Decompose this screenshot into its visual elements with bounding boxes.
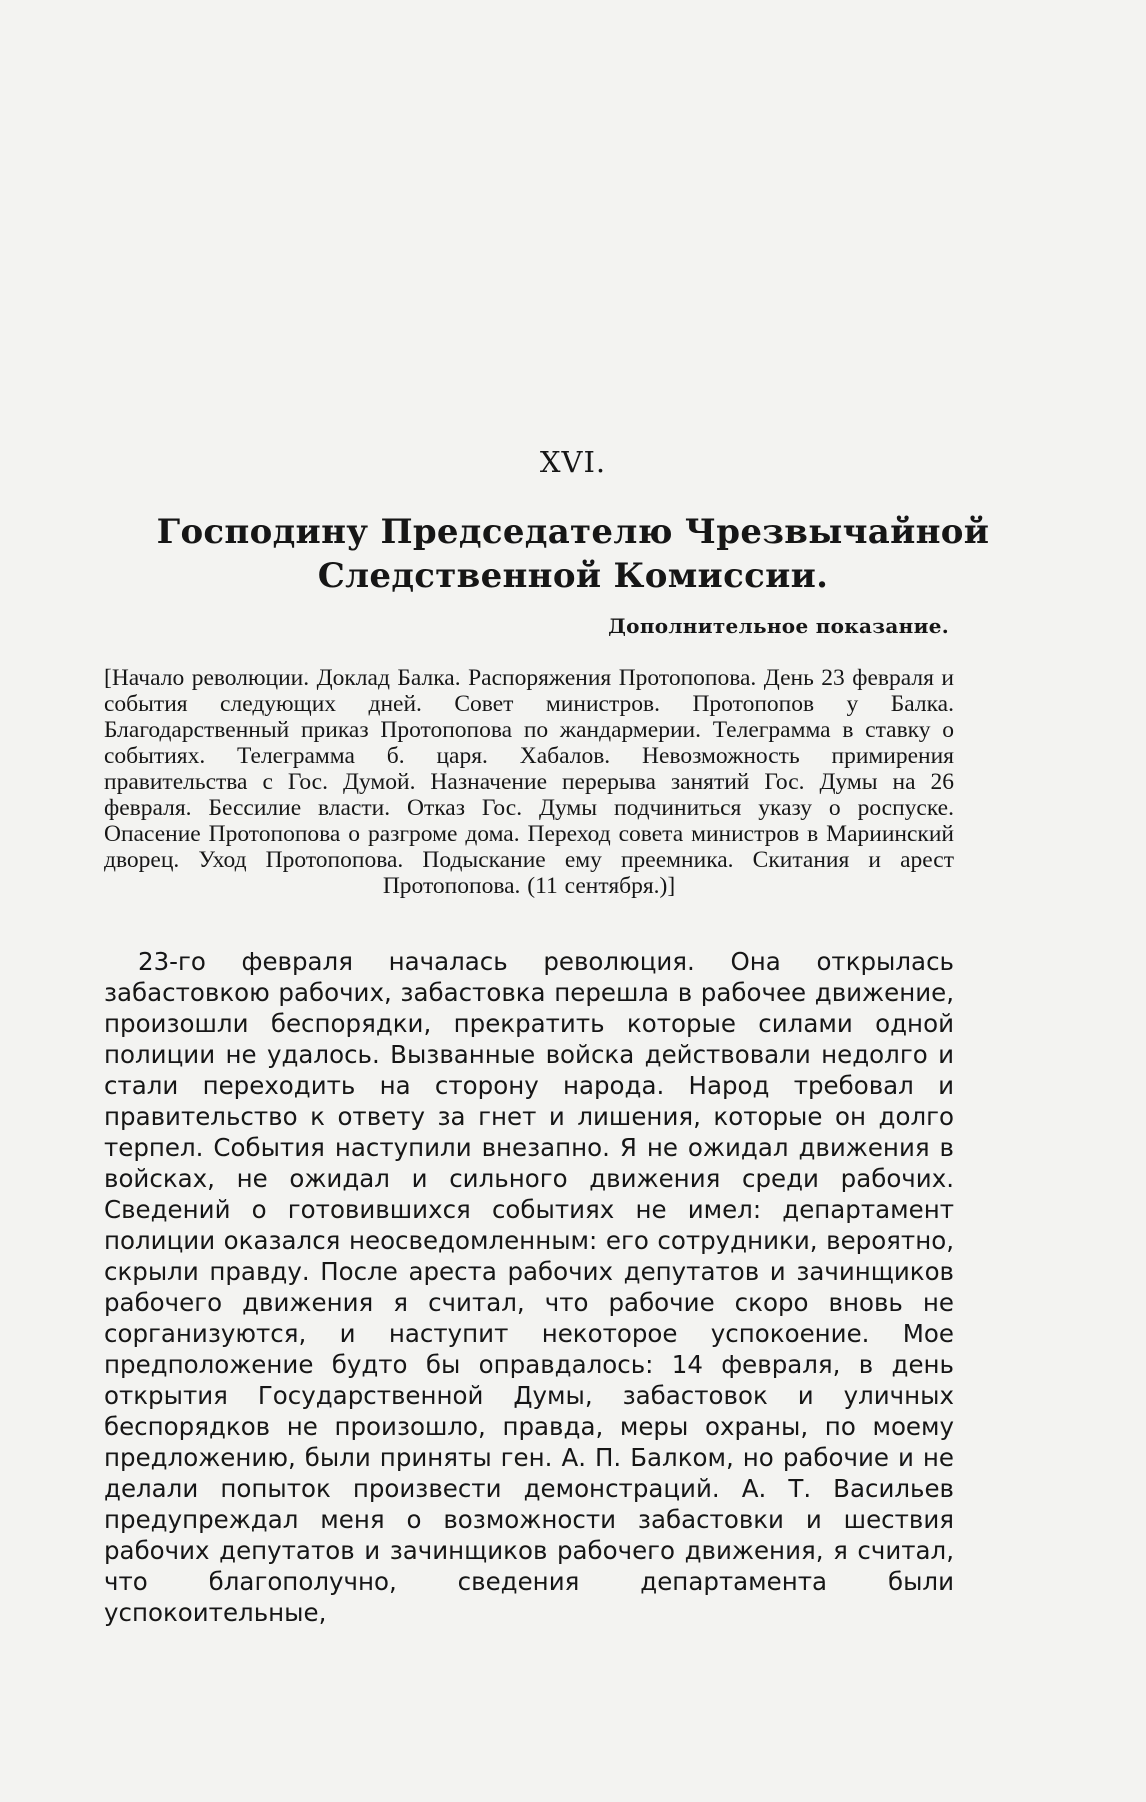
document-subtitle: Дополнительное показание.	[608, 614, 949, 638]
chapter-summary: [Начало революции. Доклад Балка. Распоряжения Протопопова. День 23 февраля и события следующих дней. Совет министров. Протопопов у Балка. Благодарственный приказ Протопопова по жандармерии. Телеграмма в ставку о событиях. Телеграмма б. царя. Хабалов. Невозможность примирения правительства с Гос. Думой. Назначение перерыва занятий Гос. Думы на 26 февраля. Бессилие власти. Отказ Гос. Думы подчиниться указу о роспуске. Опасение Протопопова о разгроме дома. Переход совета министров в Мариинский дворец. Уход Протопопова. Подыскание ему преемника. Скитания и арест Протопопова. (11 сентября.)]	[104, 665, 954, 899]
document-title: Господину Председателю Чрезвычайной Следственной Комиссии.	[156, 512, 990, 596]
chapter-number: XVI.	[539, 445, 607, 479]
body-paragraph: 23-го февраля началась революция. Она открылась забастовкою рабочих, забастовка перешла в рабочее движение, произошли беспорядки, прекратить которые силами одной полиции не удалось. Вызванные войска действовали недолго и стали переходить на сторону народа. Народ требовал и правительство к ответу за гнет и лишения, которые он долго терпел. События наступили внезапно. Я не ожидал движения в войсках, не ожидал и сильного движения среди рабочих. Сведений о готовившихся событиях не имел: департамент полиции оказался неосведомленным: его сотрудники, вероятно, скрыли правду. После ареста рабочих депутатов и зачинщиков рабочего движения я считал, что рабочие скоро вновь не сорганизуются, и наступит некоторое успокоение. Мое предположение будто бы оправдалось: 14 февраля, в день открытия Государственной Думы, забастовок и уличных беспорядков не произошло, правда, меры охраны, по моему предложению, были приняты ген. А. П. Балком, но рабочие и не делали попыток произвести демонстраций. А. Т. Васильев предупреждал меня о возможности забастовки и шествия рабочих депутатов и зачинщиков рабочего движения, я считал, что благополучно, сведения департамента были успокоительные,	[104, 947, 954, 1627]
